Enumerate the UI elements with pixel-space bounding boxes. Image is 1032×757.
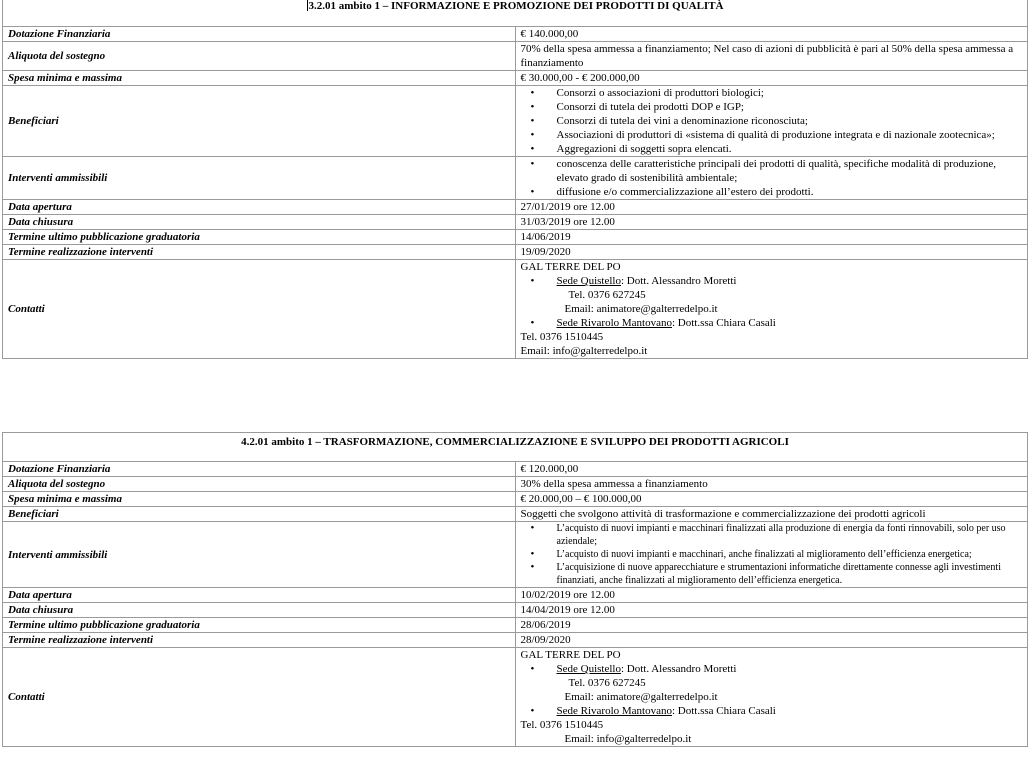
table-title [3,0,1028,27]
row-value: 14/04/2019 ore 12.00 [515,603,1028,618]
table-row [3,200,1028,215]
row-value [515,157,1028,200]
row-value: € 140.000,00 [515,27,1028,42]
table-row [3,42,1028,71]
table-title: 4.2.01 ambito 1 – TRASFORMAZIONE, COMMERCIALIZZAZIONE E SVILUPPO DEI PRODOTTI AGRICOLI [3,433,1028,462]
row-label: Contatti [3,260,516,359]
sede-link[interactable]: Sede Quistello [556,275,621,287]
list-item [557,316,1023,330]
contact-person: : Dott. Alessandro Moretti [620,275,737,287]
sede-link[interactable]: Sede Rivarolo Mantovano [556,705,672,717]
contact-phone: Tel. 0376 1510445 [520,331,604,343]
row-label: Aliquota del sostegno [3,477,516,492]
bullet-list [521,704,1023,718]
table-row [3,603,1028,618]
contact-email: Email: animatore@galterredelpo.it [564,691,718,703]
list-item [557,274,1023,288]
row-label: Termine realizzazione interventi [3,633,516,648]
table-row [3,462,1028,477]
row-label: Beneficiari [3,507,516,522]
sede-link[interactable]: Sede Quistello [556,663,621,675]
contact-person: : Dott.ssa Chiara Casali [671,317,776,329]
row-label: Dotazione Finanziaria [3,27,516,42]
row-label: Interventi ammissibili [3,522,516,588]
table-row [3,522,1028,588]
row-value: 31/03/2019 ore 12.00 [515,215,1028,230]
row-value: € 120.000,00 [515,462,1028,477]
table-title-row [3,0,1028,27]
list-item: • diffusione e/o commercializzazione all’estero dei prodotti. [557,185,1023,199]
row-value: 28/06/2019 [515,618,1028,633]
table-row [3,245,1028,260]
list-item [557,704,1023,718]
row-label: Data chiusura [3,603,516,618]
contacts-cell [515,260,1028,359]
table-row [3,492,1028,507]
row-label: Dotazione Finanziaria [3,462,516,477]
bullet-list [521,157,1023,199]
contact-phone: Tel. 0376 627245 [568,289,646,301]
table-row [3,507,1028,522]
row-value: 28/09/2020 [515,633,1028,648]
list-item: • L’acquisto di nuovi impianti e macchinari, anche finalizzati al miglioramento dell’efficienza energetica; [557,548,1023,561]
row-value [515,86,1028,157]
row-label: Data chiusura [3,215,516,230]
table-row [3,86,1028,157]
list-item: • Consorzi o associazioni di produttori biologici; [557,86,1023,100]
table-row [3,71,1028,86]
row-value: 14/06/2019 [515,230,1028,245]
bullet-list [521,316,1023,330]
row-label: Spesa minima e massima [3,71,516,86]
contacts-cell [515,648,1028,747]
row-value: 10/02/2019 ore 12.00 [515,588,1028,603]
contact-email: Email: info@galterredelpo.it [520,345,648,357]
contact-person: : Dott. Alessandro Moretti [620,663,737,675]
bullet-list [521,662,1023,676]
table-title-text: 3.2.01 ambito 1 – INFORMAZIONE E PROMOZIONE DEI PRODOTTI DI QUALITÀ [308,0,724,12]
list-item: • L’acquisizione di nuove apparecchiature e strumentazioni informatiche direttamente connesse agli investimenti finanziati, anche finalizzati al miglioramento dell’efficienza energetica. [557,561,1023,587]
list-item: • Consorzi di tutela dei vini a denominazione riconosciuta; [557,114,1023,128]
contact-phone: Tel. 0376 627245 [568,677,646,689]
list-item: • conoscenza delle caratteristiche principali dei prodotti di qualità, specifiche modalità di produzione, elevato grado di sostenibilità ambientale; [557,157,1023,185]
table-3-2-01 [2,0,1028,359]
list-item: • Associazioni di produttori di «sistema di qualità di produzione integrata e di nazionale zootecnica»; [557,128,1023,142]
table-row [3,260,1028,359]
table-row [3,157,1028,200]
row-value: 30% della spesa ammessa a finanziamento [515,477,1028,492]
list-item: • Consorzi di tutela dei prodotti DOP e IGP; [557,100,1023,114]
contact-org: GAL TERRE DEL PO [520,649,621,661]
sede-link[interactable]: Sede Rivarolo Mantovano [556,317,672,329]
table-row [3,633,1028,648]
table-row [3,618,1028,633]
table-row [3,648,1028,747]
row-label: Spesa minima e massima [3,492,516,507]
row-label: Termine realizzazione interventi [3,245,516,260]
row-value: 27/01/2019 ore 12.00 [515,200,1028,215]
row-label: Termine ultimo pubblicazione graduatoria [3,230,516,245]
contact-email: Email: info@galterredelpo.it [564,733,692,745]
row-value [515,522,1028,588]
table-row [3,230,1028,245]
row-value: 19/09/2020 [515,245,1028,260]
list-item [557,662,1023,676]
bullet-list [521,86,1023,156]
row-value: € 30.000,00 - € 200.000,00 [515,71,1028,86]
contact-org: GAL TERRE DEL PO [520,261,621,273]
contact-email: Email: animatore@galterredelpo.it [564,303,718,315]
row-value: Soggetti che svolgono attività di trasformazione e commercializzazione dei prodotti agricoli [515,507,1028,522]
row-label: Data apertura [3,588,516,603]
list-item: • L’acquisto di nuovi impianti e macchinari finalizzati alla produzione di energia da fonti rinnovabili, solo per uso aziendale; [557,522,1023,548]
row-label: Aliquota del sostegno [3,42,516,71]
row-label: Data apertura [3,200,516,215]
row-label: Contatti [3,648,516,747]
table-title-row [3,433,1028,462]
row-value: € 20.000,00 – € 100.000,00 [515,492,1028,507]
table-row [3,477,1028,492]
text-cursor [307,0,308,11]
bullet-list [521,522,1023,587]
row-label: Beneficiari [3,86,516,157]
table-4-2-01 [2,432,1028,747]
row-label: Interventi ammissibili [3,157,516,200]
bullet-list [521,274,1023,288]
list-item: • Aggregazioni di soggetti sopra elencati. [557,142,1023,156]
contact-person: : Dott.ssa Chiara Casali [671,705,776,717]
row-label: Termine ultimo pubblicazione graduatoria [3,618,516,633]
table-row [3,215,1028,230]
table-row [3,588,1028,603]
contact-phone: Tel. 0376 1510445 [520,719,604,731]
row-value: 70% della spesa ammessa a finanziamento; Nel caso di azioni di pubblicità è pari al 50% della spesa ammessa a finanziamento [515,42,1028,71]
table-row [3,27,1028,42]
